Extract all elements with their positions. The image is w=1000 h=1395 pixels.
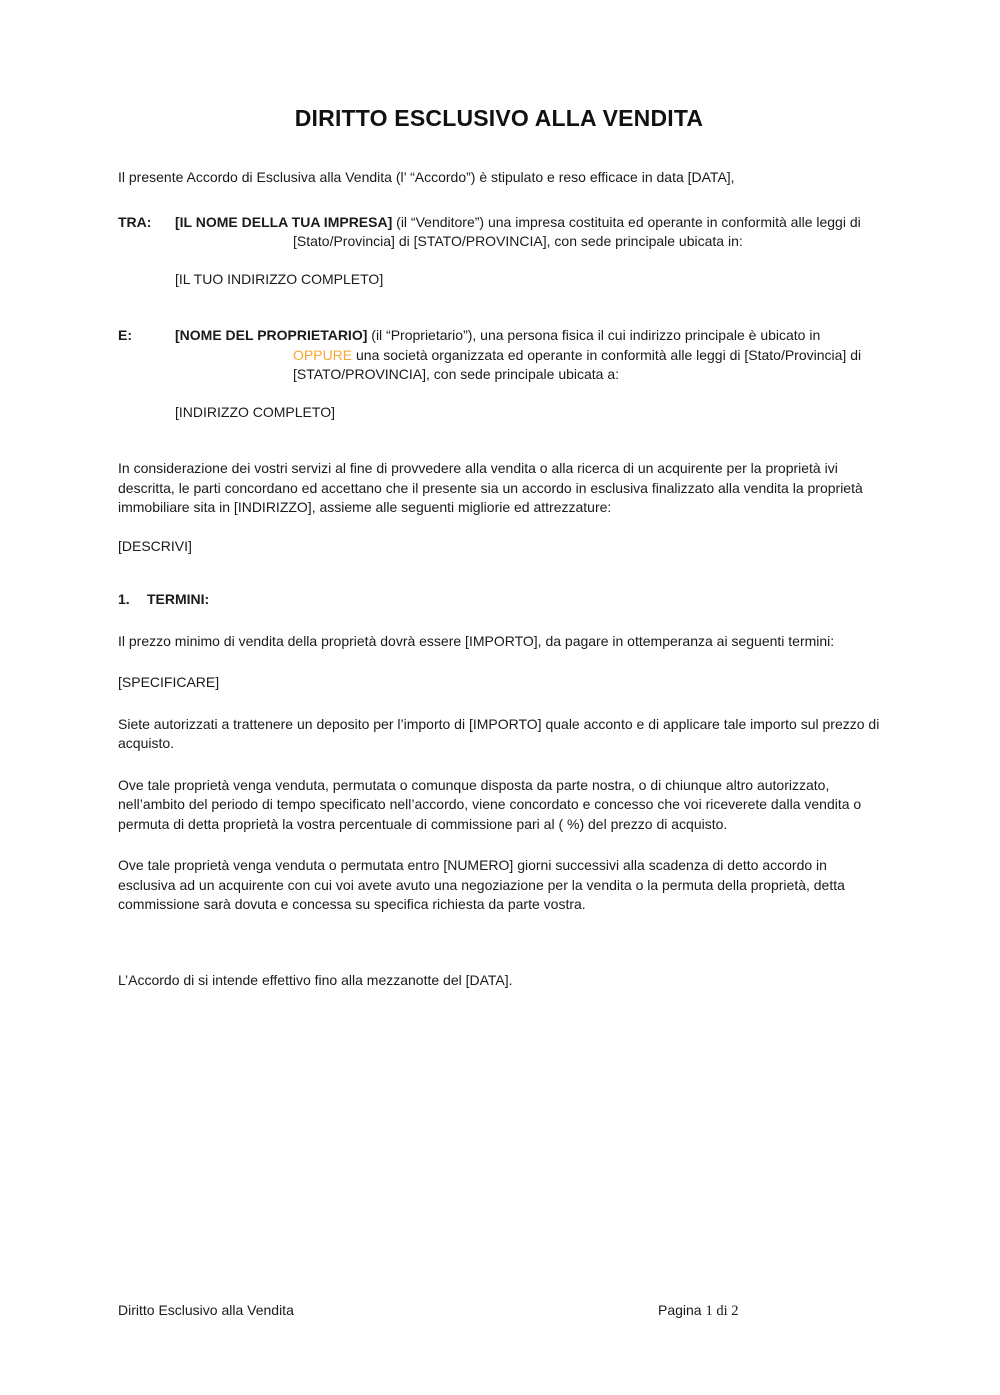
describe-placeholder: [DESCRIVI]: [118, 537, 192, 554]
seller-name-placeholder: [IL NOME DELLA TUA IMPRESA]: [175, 213, 393, 230]
commission-paragraph: Ove tale proprietà venga venduta, permutata o comunque disposta da parte nostra, o di chiunque altro autorizzato, nell’ambito del periodo di tempo specificato nell’accordo, viene concordato e concesso che voi riceverete dalla vendita o permuta di detta proprietà la vostra percentuale di commissione pari al ( %) del prezzo di acquisto.: [118, 776, 862, 832]
clause-tra-text: (il “Venditore”) una impresa costituita ed operante in conformità alle leggi di [Stato/Provincia] di [STATO/PROVINCIA], con sede principale ubicata in:: [293, 213, 861, 249]
intro-paragraph: Il presente Accordo di Esclusiva alla Vendita (l’ “Accordo”) è stipulato e reso efficace in data [DATA],: [118, 169, 735, 185]
specify-placeholder: [SPECIFICARE]: [118, 674, 220, 690]
seller-address-placeholder: [IL TUO INDIRIZZO COMPLETO]: [175, 270, 384, 287]
clause-e-body: [175, 326, 880, 385]
clause-e-text-1: (il “Proprietario”), una persona fisica il cui indirizzo principale è ubicato in: [367, 327, 821, 343]
min-price-paragraph: Il prezzo minimo di vendita della proprietà dovrà essere [IMPORTO], da pagare in ottemperanza ai seguenti termini:: [118, 632, 835, 649]
footer-page-label: Pagina: [658, 1302, 706, 1318]
clause-e-label: E:: [118, 327, 132, 343]
footer-page-value: 1 di 2: [705, 1303, 739, 1319]
post-expiry-paragraph: Ove tale proprietà venga venduta o permutata entro [NUMERO] giorni successivi alla scadenza di detto accordo in esclusiva ad un acquirente con cui voi avete avuto una negoziazione per la vendita o la permuta della proprietà, detta commissione sarà dovuta e concessa su specifica richiesta da parte vostra.: [118, 857, 845, 912]
deposit-paragraph: Siete autorizzati a trattenere un deposito per l’importo di [IMPORTO] quale acconto e di applicare tale importo sul prezzo di acquisto.: [118, 715, 880, 751]
document-title: DIRITTO ESCLUSIVO ALLA VENDITA: [294, 105, 704, 131]
section-number: 1.: [118, 591, 130, 607]
footer-document-name: Diritto Esclusivo alla Vendita: [118, 1302, 294, 1318]
clause-e-text-2: una società organizzata ed operante in conformità alle leggi di [Stato/Provincia] di [STATO/PROVINCIA], con sede principale ubicata a:: [293, 346, 862, 382]
clause-tra-body: [175, 213, 880, 252]
effective-paragraph: L’Accordo di si intende effettivo fino alla mezzanotte del [DATA].: [118, 971, 513, 988]
clause-e: [118, 326, 880, 385]
oppure-highlight: OPPURE: [293, 346, 353, 363]
document-page: [0, 105, 1000, 1395]
section-title: TERMINI:: [147, 591, 210, 607]
section-termini-heading: [118, 590, 880, 610]
consideration-paragraph: In considerazione dei vostri servizi al fine di provvedere alla vendita o alla ricerca di un acquirente per la proprietà ivi descritta, le parti concordano ed accettano che il presente sia un accordo in esclusiva finalizzato alla vendita la proprietà immobiliare sita in [INDIRIZZO], assieme alle seguenti migliorie ed attrezzature:: [118, 460, 863, 515]
footer-page-number: [658, 1301, 739, 1321]
owner-name-placeholder: [NOME DEL PROPRIETARIO]: [175, 327, 368, 343]
clause-tra: [118, 213, 880, 252]
owner-address-placeholder: [INDIRIZZO COMPLETO]: [175, 403, 335, 420]
clause-tra-label: TRA:: [118, 213, 152, 230]
